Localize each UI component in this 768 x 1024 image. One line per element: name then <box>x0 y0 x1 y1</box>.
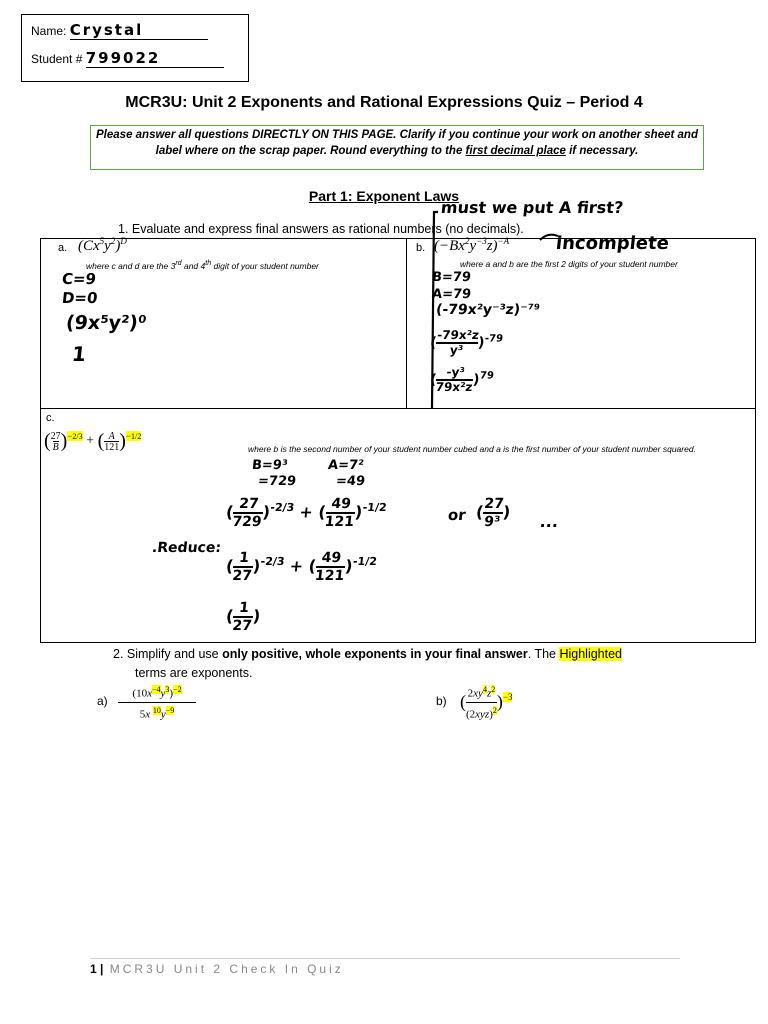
question-1-grid <box>40 238 756 643</box>
question-2-text: 2. Simplify and use only positive, whole exponents in your final answer. The Highlighted <box>113 647 622 661</box>
question-2-bold: only positive, whole exponents in your final answer <box>222 647 528 661</box>
footer-text: MCR3U Unit 2 Check In Quiz <box>109 962 344 976</box>
q1c-note: where b is the second number of your student number cubed and a is the first number of your student number squared. <box>248 444 696 454</box>
handwritten-c-a-line1: A=7² <box>327 458 365 473</box>
handwritten-b-line3: (-79x²y⁻³z)⁻⁷⁹ <box>435 302 541 318</box>
grid-horizontal-divider <box>40 408 756 409</box>
handwritten-c-b-line2: =729 <box>257 474 297 489</box>
name-value[interactable]: Crystal <box>70 21 208 40</box>
q1b-note: where a and b are the first 2 digits of your student number <box>460 259 678 269</box>
student-number-label: Student # <box>31 52 83 66</box>
handwritten-a-line2: D=0 <box>61 289 99 307</box>
q1a-expression: $(Cx^5y^2)^D$ <box>78 236 127 254</box>
handwritten-c-a-line2: =49 <box>335 474 366 489</box>
q2b-expression: ( $2xy^4z^2$ $(2xyz)^2$ )$^{-3}$ <box>460 682 512 722</box>
handwritten-a-line4: 1 <box>70 342 88 366</box>
q2a-label: a) <box>97 694 108 708</box>
q1c-label: c. <box>46 412 55 424</box>
name-label: Name: <box>31 24 67 38</box>
instructions-text-end: if necessary. <box>565 145 639 157</box>
question-2-highlight: Highlighted <box>559 647 622 661</box>
handwritten-c-dots: ... <box>539 512 560 531</box>
name-row <box>31 21 208 40</box>
q1b-label: b. <box>416 242 426 254</box>
part1-heading: Part 1: Exponent Laws <box>308 188 460 204</box>
name-box <box>21 14 249 82</box>
student-number-value[interactable]: 799022 <box>86 49 224 68</box>
student-number-row <box>31 49 224 68</box>
handwritten-c-reduce: .Reduce: <box>151 540 222 556</box>
q1b-expression: $(-Bx^2y^{-3}z)^{-A}$ <box>434 236 510 254</box>
handwritten-c-or: or <box>447 506 467 524</box>
handwritten-b-line2: A=79 <box>431 287 472 302</box>
handwritten-a-line1: C=9 <box>61 270 97 288</box>
instructions-box <box>90 125 704 170</box>
question-2-text-line2: terms are exponents. <box>135 666 253 680</box>
handwritten-c-step3: ( 1 27) <box>225 600 262 634</box>
handwritten-incomplete-note: incomplete <box>554 233 670 254</box>
q1c-expression: (27 $B)^{-2/3} + (\frac{A}{121})^{-1/2}$ <box>44 430 142 453</box>
instructions-underlined: first decimal place <box>465 145 566 157</box>
q1a-label: a. <box>58 242 68 254</box>
page-number: 1 | <box>90 962 104 976</box>
handwritten-b-line1: B=79 <box>431 270 472 285</box>
footer-rule <box>90 958 680 959</box>
quiz-title: MCR3U: Unit 2 Exponents and Rational Expressions Quiz – Period 4 <box>125 94 643 111</box>
handwritten-b-step3: ( -y³ 79x²z)$^{79}$ <box>429 365 495 394</box>
instructions-text: Please answer all questions DIRECTLY ON THIS PAGE. Clarify if you continue your work on another sheet and label where on the scrap paper. Round everything to the <box>96 129 698 157</box>
question-1-text: 1. Evaluate and express final answers as rational numbers (no decimals). <box>118 222 524 236</box>
q1a-note: where c and d are the 3rd and 4th digit of your student number <box>86 259 319 271</box>
grid-vertical-divider <box>406 238 407 408</box>
handwritten-c-step1: ( 27 729)$^{-2/3}$ + ( 49 121)$^{-1/2}$ <box>225 496 388 530</box>
handwritten-a-line3: (9x⁵y²)⁰ <box>64 312 148 334</box>
page-footer <box>90 962 344 976</box>
handwritten-b-step2: ( -79x²z y³ )$^{-79}$ <box>429 328 504 357</box>
handwritten-c-alt: ( 27 9³) <box>475 496 512 530</box>
handwritten-c-b-line1: B=9³ <box>251 458 289 473</box>
q2b-label: b) <box>436 694 447 708</box>
handwritten-c-step2: ( 1 27)$^{-2/3}$ + ( 49 121)$^{-1/2}$ <box>225 550 378 584</box>
handwritten-question-note: must we put A first? <box>440 198 625 217</box>
q2a-expression: $(10x^{-4}y^3)^{-2}$ 5x $^{10}y^{-9}$ <box>118 682 196 722</box>
